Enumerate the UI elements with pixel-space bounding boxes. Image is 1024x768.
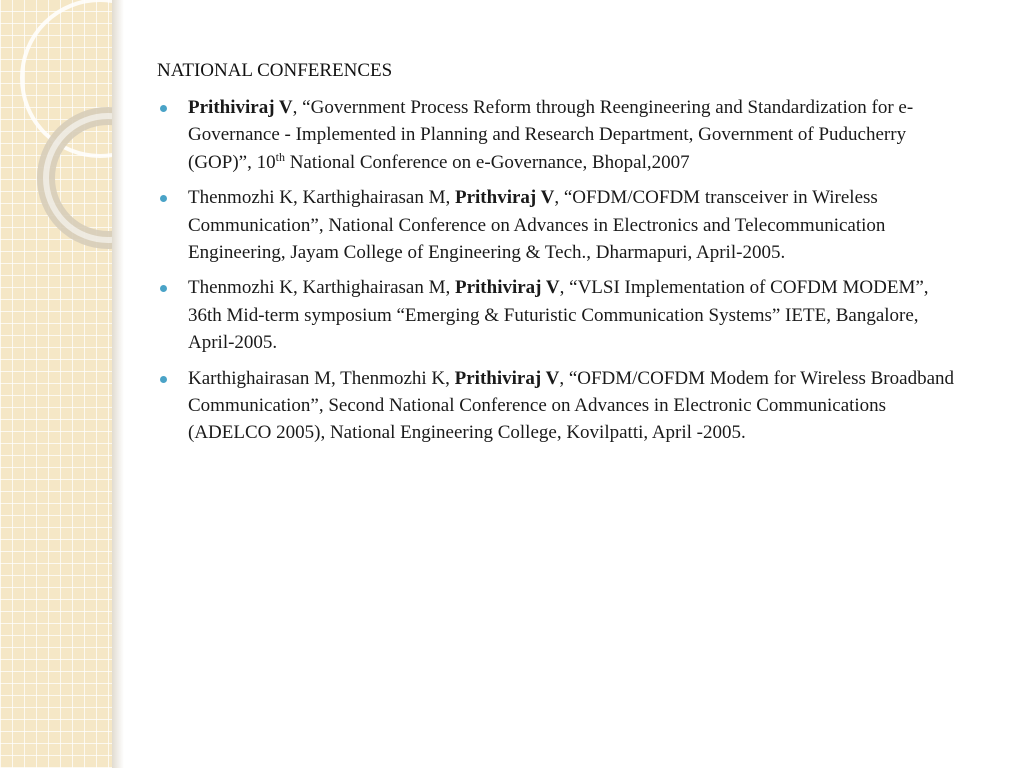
author-name: Prithiviraj V bbox=[454, 277, 560, 299]
decorative-rings bbox=[0, 0, 112, 260]
citation-text: , “OFDM/COFDM Modem for Wireless Broadband Communication”, Second National Conference on Advances in Electronic Communications (ADELCO 2005), National Engineering College, Kovilpatti, April -2005. bbox=[188, 367, 954, 444]
bullet-icon bbox=[160, 195, 167, 202]
conference-item bbox=[157, 94, 967, 176]
coauthors: Karthighairasan M, Thenmozhi K, bbox=[188, 367, 455, 389]
section-heading: NATIONAL CONFERENCES bbox=[157, 60, 393, 81]
conference-item bbox=[157, 184, 967, 266]
author-name: Prithiviraj V bbox=[188, 97, 293, 118]
citation-text: , “VLSI Implementation of COFDM MODEM”, 36th Mid-term symposium “Emerging & Futuristic Communication Systems” IETE, Bangalore, April-2005. bbox=[188, 277, 929, 354]
citation-text: , “Government Process Reform through Reengineering and Standardization for e-Governance - Implemented in Planning and Research Department, Government of Puducherry (GOP)”, 10 bbox=[188, 97, 914, 173]
decorative-ring-small bbox=[46, 116, 112, 240]
side-band-shadow bbox=[112, 0, 124, 768]
ordinal-superscript: th bbox=[275, 149, 285, 164]
bullet-icon bbox=[160, 105, 167, 112]
citation-text-continued: National Conference on e-Governance, Bhopal,2007 bbox=[284, 151, 690, 173]
decorative-side-band bbox=[0, 0, 112, 768]
conference-item bbox=[157, 274, 967, 356]
author-name: Prithiviraj V bbox=[454, 367, 560, 389]
citation-text: , “OFDM/COFDM transceiver in Wireless Communication”, National Conference on Advances in Electronics and Telecommunication Engineering, Jayam College of Engineering & Tech., Dharmapuri, April-2005. bbox=[188, 187, 886, 264]
conference-list bbox=[157, 94, 967, 447]
bullet-icon bbox=[160, 376, 167, 383]
coauthors: Thenmozhi K, Karthighairasan M, bbox=[188, 187, 455, 209]
slide-content bbox=[157, 57, 967, 455]
bullet-icon bbox=[160, 285, 167, 292]
author-name: Prithviraj V bbox=[454, 187, 555, 209]
coauthors: Thenmozhi K, Karthighairasan M, bbox=[188, 277, 455, 299]
conference-item bbox=[157, 365, 967, 447]
